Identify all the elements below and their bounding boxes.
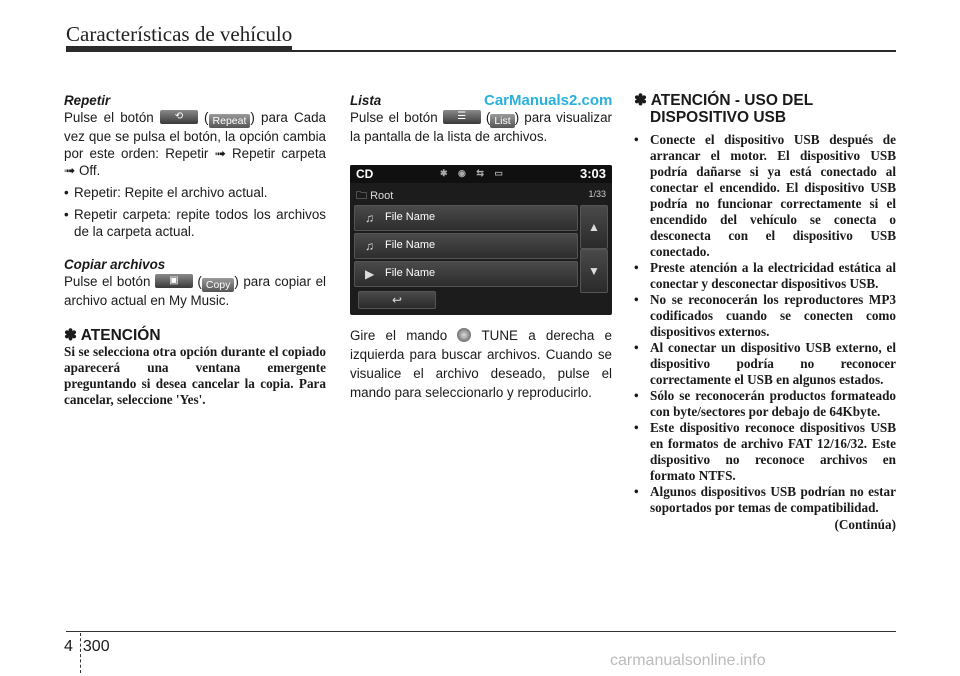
file-name: File Name [385,267,436,279]
continua-label: (Continúa) [834,517,896,532]
usb-atencion-title: ✽ ATENCIÓN - USO DEL DISPOSITIVO USB [634,92,813,126]
usb-bullet: • Sólo se reconocerán productos formateado con byte/sectores por debajo de 64Kbyte. [634,388,896,420]
music-note-icon: ♫ [365,239,374,253]
usb-bullet: • Algunos dispositivos USB podrían no estar soportados por temas de compatibilidad. [634,484,896,516]
folder-icon: 🗀 [356,190,367,202]
header-rule-thick [66,46,292,52]
screen-mode: CD [356,167,374,181]
save-icon: ▣ [155,274,193,288]
list-icon: ☰ [443,110,481,124]
list-button-label: List [490,114,514,128]
copiar-paragraph: Pulse el botón ▣ ( Copy ) para copiar el archivo actual en My Music. [64,274,326,308]
column-2 [350,92,612,145]
repeat-button-label: Repeat [209,114,251,128]
file-name: File Name [385,239,436,251]
lista-paragraph: Pulse el botón ☰ ( List ) para visualizar la pantalla de la lista de archivos. [350,110,612,144]
page-number-value: 300 [82,638,110,655]
back-button[interactable] [358,291,436,309]
usb-bullet: • Este dispositivo reconoce dispositivos USB en formatos de archivo FAT 12/16/32. Este dispositivo no reconoce archivos en formato NTFS. [634,420,896,484]
scroll-up-button[interactable] [580,205,608,249]
repetir-paragraph: Pulse el botón ⟲ ( Repeat ) para Cada vez que se pulsa el botón, la opción cambia por este orden: Repetir ➟ Repetir carpeta ➟ Off. [64,110,326,178]
usb-bullet: • Conecte el dispositivo USB después de arrancar el motor. El dispositivo USB podría dañarse si ya está conectado al conectar el encendido. El dispositivo USB podría no funcionar correctamente si el encendido del vehículo se conecta o desconecta con el dispositivo USB conectado. [634,132,896,260]
screen-top-bar [350,165,612,183]
file-row[interactable] [354,205,578,231]
file-row[interactable] [354,261,578,287]
footer-rule [66,631,896,632]
arrow-up-icon: ▲ [588,220,600,234]
status-icons: ✱ ◉ ⇆ ▭ [440,168,507,178]
page-number [64,638,110,656]
column-2-lower [350,326,612,402]
tune-knob-icon [457,328,471,342]
music-note-icon: ♫ [365,211,374,225]
cd-list-screen [350,165,612,315]
repeat-icon: ⟲ [160,110,198,124]
atencion-title: ✽ ATENCIÓN [64,327,161,344]
file-name: File Name [385,211,436,223]
track-count: 1/33 [588,189,606,199]
play-icon: ▶ [365,267,375,281]
section-number: 4 [64,638,73,655]
screen-time: 3:03 [579,166,606,181]
column-1 [64,92,326,408]
atencion-text: Si se selecciona otra opción durante el copiado aparecerá una ventana emergente preguntando si desea cancelar la copia. Para cancelar, seleccione 'Yes'. [64,344,326,407]
lista-title: Lista [350,93,382,108]
arrow-down-icon: ▼ [588,264,600,278]
header-rule-thin [292,50,896,52]
gire-paragraph: Gire el mando TUNE a derecha e izquierda para buscar archivos. Cuando se visualice el archivo deseado, pulse el mando para seleccionarlo y reproducirlo. [350,328,612,400]
copiar-title: Copiar archivos [64,257,166,272]
back-arrow-icon: ↩ [391,293,403,307]
file-row[interactable] [354,233,578,259]
watermark-top: CarManuals2.com [484,92,613,109]
folder-name: Root [370,190,394,202]
repetir-bullet-1: • Repetir: Repite el archivo actual. [64,184,326,201]
copy-button-label: Copy [202,278,235,292]
repetir-title: Repetir [64,93,111,108]
usb-bullet: • Al conectar un dispositivo USB externo, el dispositivo podría no reconocer correctamente el USB en algunos estados. [634,340,896,388]
repetir-bullet-2: • Repetir carpeta: repite todos los archivos de la carpeta actual. [64,206,326,240]
scroll-down-button[interactable] [580,249,608,293]
usb-bullet: • No se reconocerán los reproductores MP3 codificados cuando se conecten como dispositivos externos. [634,292,896,340]
page-header-title: Características de vehículo [66,22,293,46]
usb-bullet: • Preste atención a la electricidad estática al conectar y desconectar dispositivos USB. [634,260,896,292]
folder-row [356,187,393,206]
watermark-bottom: carmanualsonline.info [610,652,766,669]
column-3 [634,92,896,533]
